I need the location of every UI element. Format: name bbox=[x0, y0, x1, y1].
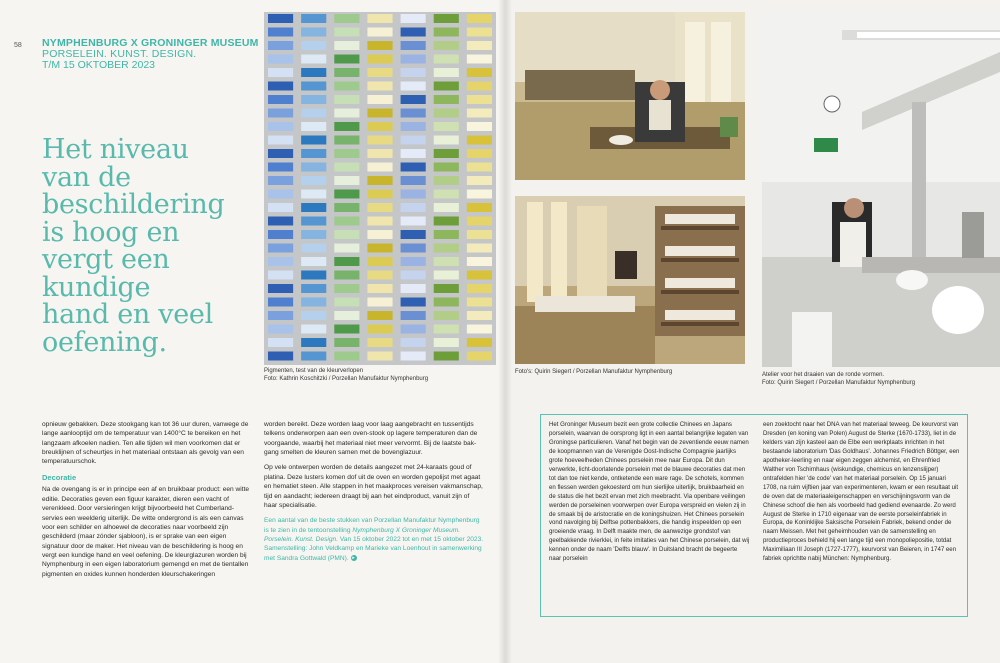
pigment-swatch bbox=[334, 325, 359, 334]
pigment-swatch bbox=[268, 14, 293, 23]
pigment-swatch bbox=[467, 14, 492, 23]
caption-credit: Foto: Kathrin Koschitzki / Porzellan Manufaktur Nymphenburg bbox=[264, 375, 429, 382]
pigment-swatch bbox=[334, 163, 359, 172]
pigment-swatch bbox=[401, 298, 426, 307]
pigment-swatch bbox=[434, 163, 459, 172]
pigments-caption bbox=[264, 368, 496, 383]
body-column-1 bbox=[42, 420, 252, 585]
pigment-swatch bbox=[301, 271, 326, 280]
masthead-title: NYMPHENBURG X GRONINGER MUSEUM bbox=[42, 37, 259, 49]
pigment-swatch bbox=[268, 41, 293, 50]
history-infobox bbox=[540, 414, 968, 617]
studio-photo bbox=[515, 196, 745, 364]
pigment-swatch bbox=[334, 311, 359, 320]
pigment-swatch bbox=[434, 284, 459, 293]
pigment-swatch bbox=[334, 136, 359, 145]
pigment-swatch bbox=[401, 55, 426, 64]
pigment-swatch bbox=[467, 352, 492, 361]
pullquote-line: vergt een bbox=[42, 244, 170, 276]
pigment-swatch bbox=[334, 271, 359, 280]
pigment-swatch bbox=[268, 190, 293, 199]
pigment-swatch bbox=[467, 311, 492, 320]
pigment-swatch bbox=[467, 257, 492, 266]
pigment-swatch bbox=[268, 298, 293, 307]
pigment-swatch bbox=[401, 325, 426, 334]
pigment-swatch bbox=[301, 136, 326, 145]
pigment-swatch bbox=[401, 122, 426, 131]
pigment-swatch bbox=[301, 284, 326, 293]
pigment-swatch bbox=[434, 176, 459, 185]
pigment-swatch bbox=[434, 55, 459, 64]
pigment-swatch bbox=[334, 95, 359, 104]
note-text: Een aantal van de beste stukken van Porzellan Manufaktur Nymphenburg is te zien in de tentoonstelling bbox=[264, 517, 480, 534]
pigment-swatch bbox=[367, 136, 392, 145]
pigment-swatch bbox=[268, 122, 293, 131]
pigment-swatch bbox=[301, 190, 326, 199]
pigment-swatch bbox=[367, 271, 392, 280]
pigment-swatch bbox=[467, 82, 492, 91]
pigment-swatch bbox=[434, 352, 459, 361]
pigment-swatch bbox=[401, 203, 426, 212]
pigment-swatch bbox=[401, 163, 426, 172]
studio-shelves-image bbox=[515, 196, 745, 364]
pigment-swatch bbox=[268, 338, 293, 347]
pigment-swatch bbox=[467, 28, 492, 37]
pigment-swatch bbox=[467, 95, 492, 104]
pigment-swatch bbox=[401, 311, 426, 320]
atelier-turning-image bbox=[762, 12, 1000, 367]
pigment-swatch bbox=[268, 136, 293, 145]
pigment-swatch bbox=[367, 190, 392, 199]
pigment-swatch bbox=[334, 109, 359, 118]
pigment-swatch bbox=[301, 203, 326, 212]
pigment-swatch bbox=[301, 109, 326, 118]
pigment-swatch bbox=[268, 325, 293, 334]
pigment-swatch bbox=[367, 298, 392, 307]
pigment-swatch bbox=[268, 28, 293, 37]
pigment-swatch bbox=[268, 284, 293, 293]
pigment-swatch bbox=[434, 109, 459, 118]
pullquote-line: Het niveau bbox=[42, 134, 189, 165]
pigment-swatch bbox=[467, 122, 492, 131]
masthead bbox=[42, 38, 259, 71]
pigment-swatch bbox=[334, 28, 359, 37]
pigment-swatch bbox=[401, 190, 426, 199]
photos-caption: Foto's: Quirin Siegert / Porzellan Manufaktur Nymphenburg bbox=[515, 369, 673, 375]
pigment-swatch bbox=[367, 14, 392, 23]
pullquote-line: kundige bbox=[42, 271, 151, 303]
pigment-swatch bbox=[401, 217, 426, 226]
paragraph: opnieuw gebakken. Deze stookgang kan tot 36 uur duren, vanwege de lange aanlooptijd om de temperatuur van 1400°C te bereiken en het langzaam afkoelen nadien. Ten alle tijden wil men voorkomen dat er breuklijnen of scheurtjes in het materiaal ontstaan als gevolg van een temperatuurschok. bbox=[42, 421, 249, 466]
pigment-swatch bbox=[467, 149, 492, 158]
pigment-swatch bbox=[301, 352, 326, 361]
pigment-swatch bbox=[434, 136, 459, 145]
pigment-swatch bbox=[334, 257, 359, 266]
pigment-swatch bbox=[367, 95, 392, 104]
pigment-swatch bbox=[268, 68, 293, 77]
pigment-swatch bbox=[367, 149, 392, 158]
pigment-swatch bbox=[334, 352, 359, 361]
pigment-swatch bbox=[268, 217, 293, 226]
pigment-swatch bbox=[334, 149, 359, 158]
pigment-swatch bbox=[367, 41, 392, 50]
section-heading: Decoratie bbox=[42, 472, 77, 482]
pigment-swatch bbox=[467, 176, 492, 185]
caption-line: Atelier voor het draaien van de ronde vormen. bbox=[762, 372, 885, 378]
pigment-swatch bbox=[268, 352, 293, 361]
pigment-swatch bbox=[268, 163, 293, 172]
pigment-swatch bbox=[268, 82, 293, 91]
pigment-swatch bbox=[301, 14, 326, 23]
pigment-swatch bbox=[434, 257, 459, 266]
pigment-swatch bbox=[334, 244, 359, 253]
body-column-2 bbox=[264, 420, 484, 569]
paragraph: Op vele ontwerpen worden de details aangezet met 24-karaats goud of platina. Deze lusters komen dof uit de oven en worden gepolijst met agaat en hematiet steen. Alle stappen in het maakproces vereisen vakmanschap, tijd en aandacht; iedereen draagt bij aan het eindproduct, vanuit zijn of haar specialisatie. bbox=[264, 464, 483, 509]
pigment-swatch bbox=[268, 109, 293, 118]
pigment-swatch bbox=[268, 203, 293, 212]
pigment-swatch bbox=[334, 284, 359, 293]
pigment-swatch bbox=[401, 230, 426, 239]
pigment-swatch bbox=[434, 68, 459, 77]
pigment-swatch bbox=[434, 217, 459, 226]
pigment-swatch bbox=[334, 190, 359, 199]
pigment-swatch bbox=[301, 95, 326, 104]
pigment-swatch bbox=[367, 122, 392, 131]
pigment-swatch bbox=[401, 136, 426, 145]
pigment-swatch bbox=[334, 338, 359, 347]
pigment-swatch bbox=[401, 352, 426, 361]
arrow-circle-icon: ▸ bbox=[352, 554, 355, 561]
pigment-swatch bbox=[301, 325, 326, 334]
workshop-painter-image bbox=[515, 12, 745, 180]
pigments-photo bbox=[264, 12, 496, 365]
pigment-swatch bbox=[434, 28, 459, 37]
pigment-swatch bbox=[367, 257, 392, 266]
pigment-swatch bbox=[401, 41, 426, 50]
pigment-swatch bbox=[467, 284, 492, 293]
pigment-swatch bbox=[334, 230, 359, 239]
pigment-swatch bbox=[268, 257, 293, 266]
pigment-swatch bbox=[301, 311, 326, 320]
pigment-swatch bbox=[434, 271, 459, 280]
pullquote-line: van de bbox=[42, 161, 131, 193]
pigment-swatch bbox=[467, 163, 492, 172]
pigment-swatch bbox=[467, 244, 492, 253]
pigment-swatch bbox=[467, 68, 492, 77]
pigment-swatch bbox=[434, 149, 459, 158]
pigment-swatch bbox=[367, 68, 392, 77]
pigment-swatch bbox=[301, 149, 326, 158]
pigment-swatch bbox=[301, 28, 326, 37]
pigment-swatch bbox=[467, 298, 492, 307]
exhibition-note bbox=[264, 516, 484, 563]
pigment-swatch bbox=[367, 28, 392, 37]
paragraph: worden bereikt. Deze worden laag voor laag aangebracht en tussentijds telkens onderworpen aan een oven-stook op lagere temperaturen dan de voorgaande, waarbij het materiaal niet meer vervormt. Bij de laatste bak-gang smelten de kleuren samen met de bovenglazuur. bbox=[264, 421, 478, 457]
pigment-swatch bbox=[268, 271, 293, 280]
masthead-subtitle: PORSELEIN. KUNST. DESIGN. bbox=[42, 48, 197, 61]
pigment-swatches-image bbox=[264, 12, 496, 365]
pigment-swatch bbox=[434, 95, 459, 104]
pigment-swatch bbox=[334, 122, 359, 131]
pigment-swatch bbox=[467, 55, 492, 64]
pigment-swatch bbox=[401, 68, 426, 77]
pigment-swatch bbox=[334, 298, 359, 307]
pigment-swatch bbox=[467, 338, 492, 347]
pigment-swatch bbox=[334, 68, 359, 77]
infobox-column-2: een zoektocht naar het DNA van het materiaal teweeg. De keurvorst van Dresden (en koning van Polen) August de Sterke (1670-1733), liet in de kelders van zijn kasteel aan de Elbe een werkplaats inrichten in het bestaande laboratorium 'Das Goldhaus'. Johannes Friedrich Böttger, een apotheker-leerling en naar eigen zeggen alchemist, en Ehrenfried Walther von Tschirnhaus (wiskundige, chemicus en lenzenslijper) ontrafelden hier 'de code' van het materiaal porselein. Op 15 januari 1708, na ruim vijftien jaar van experimenteren, kwam er een resultaat uit de oven dat de materiaaleigenschappen en verschijningsvorm van de Chinese schoof die hen als voorbeeld had gediend evenaarde. Zo werd August de Sterke in 1710 eigenaar van de eerste porseleinfabriek in Europa, de Koninklijke Saksische Porselein Fabriek, bekend onder de naam Meissen. Met het geheimhouden van de samenstelling en productieproces behield hij een lange tijd een monopoliepositie, totdat Maximiliaan III Joseph (1727-1777), keurvorst van Beieren, in 1747 een fabriek oprichtte nabij München: Nymphenburg. bbox=[763, 421, 960, 563]
pigment-swatch bbox=[334, 55, 359, 64]
atelier-caption bbox=[762, 372, 1000, 387]
pigment-swatch bbox=[401, 244, 426, 253]
pigment-swatch bbox=[367, 352, 392, 361]
pigment-swatch bbox=[367, 82, 392, 91]
pullquote-line: beschildering bbox=[42, 189, 225, 221]
pullquote-line: is hoog en bbox=[42, 216, 180, 248]
pigment-swatch bbox=[467, 230, 492, 239]
pigment-swatch bbox=[434, 338, 459, 347]
pigment-swatch bbox=[467, 109, 492, 118]
pigment-swatch bbox=[401, 14, 426, 23]
pigment-swatch bbox=[434, 190, 459, 199]
pigment-swatch bbox=[268, 176, 293, 185]
pigment-swatch bbox=[401, 338, 426, 347]
pigment-swatch bbox=[367, 284, 392, 293]
pigment-swatch bbox=[367, 163, 392, 172]
pigment-swatch bbox=[367, 176, 392, 185]
pigment-swatch bbox=[301, 298, 326, 307]
pigment-swatch bbox=[467, 136, 492, 145]
pigment-swatch bbox=[301, 244, 326, 253]
pigment-swatch bbox=[367, 325, 392, 334]
pigment-swatch bbox=[434, 41, 459, 50]
pigment-swatch bbox=[434, 325, 459, 334]
spine-shadow bbox=[498, 0, 512, 663]
page-number: 58 bbox=[14, 42, 22, 49]
pigment-swatch bbox=[334, 203, 359, 212]
pigment-swatch bbox=[268, 230, 293, 239]
pigment-swatch bbox=[434, 230, 459, 239]
pigment-swatch bbox=[301, 68, 326, 77]
pigment-swatch bbox=[367, 217, 392, 226]
caption-line: Pigmenten, test van de kleurverlopen bbox=[264, 368, 364, 374]
pigment-swatch bbox=[334, 41, 359, 50]
pigment-swatch bbox=[401, 149, 426, 158]
pigment-swatch bbox=[401, 28, 426, 37]
pigment-swatch bbox=[401, 95, 426, 104]
pigment-swatch bbox=[367, 203, 392, 212]
pigment-swatch bbox=[268, 149, 293, 158]
atelier-photo bbox=[762, 12, 1000, 367]
pigment-swatch bbox=[367, 230, 392, 239]
pigment-swatch bbox=[301, 257, 326, 266]
pigment-swatch bbox=[401, 109, 426, 118]
paragraph: Na de ovengang is er in principe een af en bruikbaar product: een witte editie. Decoraties geven een figuur karakter, dieren een vacht of verenkleed. Door versieringen krijgt bijvoorbeeld het Cumberland-servies een weelderig uiterlijk. De witte ondergrond is als een canvas voor een schilder en alhoewel de decoraties naar voorbeeld zijn geschilderd (maar zónder sjabloon), is er sprake van een eigen signatuur door de maker. Het niveau van de beschildering is hoog en vergt een kundige hand en veel oefening. De kleurglazuren worden bij Nymphenburg in een eigen laboratorium gemengd en met de tientallen pigmenten en oxides kunnen honderden kleurschakeringen bbox=[42, 486, 250, 578]
pigment-swatch bbox=[401, 82, 426, 91]
infobox-column-1: Het Groninger Museum bezit een grote collectie Chinees en Japans porselein, waarvan de oorsprong ligt in een aantal belangrijke legaten van Groningse particulieren. Vanaf het begin van de zeventiende eeuw namen de koopmannen van de Verenigde Oost-Indische Compagnie jaarlijks grote hoeveelheden Chinees porselein mee naar Europa. Dit dun verwerkte, licht-doorlatende porselein met de blauwe decoraties dat men tot dan toe niet kende, ontketende een ware rage. De schotels, kommen en flessen werden gekoesterd om hun sierlijke uiterlijk, bruikbaarheid en de status die het bezit ervan met zich meebracht. Via openbare veilingen werden de porseleinen voorwerpen over Europa verspreid en vielen zij in de smaak bij de aristocratie en de koningshuizen. Het Chinees porselein vond navolging bij Delftse pottenbakkers, die handig inspeelden op een groeiende vraag. In Delft maakte men, de aanwezige grondstof van geelbakkende rivierklei, in feite imitaties van het Chinese porselein, dat wij kennen onder de naam 'Delfts blauw'. In Duitsland bracht de begeerte naar porselein bbox=[549, 421, 750, 563]
pigment-swatch bbox=[301, 176, 326, 185]
pigment-swatch bbox=[301, 122, 326, 131]
pigment-swatch bbox=[467, 325, 492, 334]
pigment-swatch bbox=[401, 257, 426, 266]
pigment-swatch bbox=[401, 176, 426, 185]
pigment-swatch bbox=[334, 14, 359, 23]
pigment-swatch bbox=[301, 55, 326, 64]
pigment-swatch bbox=[334, 176, 359, 185]
pigment-swatch bbox=[367, 244, 392, 253]
pigment-swatch bbox=[301, 230, 326, 239]
masthead-date: T/M 15 OKTOBER 2023 bbox=[42, 59, 156, 72]
pigment-swatch bbox=[268, 55, 293, 64]
pigment-swatch bbox=[401, 284, 426, 293]
pigment-swatch bbox=[301, 217, 326, 226]
caption-credit: Foto: Quirin Siegert / Porzellan Manufaktur Nymphenburg bbox=[762, 379, 916, 386]
pigment-swatch bbox=[467, 271, 492, 280]
pigment-swatch bbox=[434, 82, 459, 91]
pigment-swatch bbox=[301, 163, 326, 172]
pigment-swatch bbox=[268, 244, 293, 253]
pigment-swatch bbox=[367, 109, 392, 118]
pigment-swatch bbox=[367, 338, 392, 347]
pigment-swatch bbox=[434, 244, 459, 253]
pigment-swatch bbox=[301, 41, 326, 50]
painting-workshop-photo bbox=[515, 12, 745, 180]
note-emphasis: Nymphenburg X Groninger Museum. Porselein. Kunst. Design. bbox=[264, 526, 461, 543]
pullquote-line: hand en veel bbox=[42, 299, 213, 331]
pigment-swatch bbox=[434, 298, 459, 307]
pigment-swatch bbox=[334, 217, 359, 226]
pigment-swatch bbox=[434, 14, 459, 23]
pigment-swatch bbox=[367, 311, 392, 320]
pigment-swatch bbox=[467, 190, 492, 199]
pigment-swatch bbox=[434, 311, 459, 320]
pigment-swatch bbox=[434, 203, 459, 212]
pigment-swatch bbox=[301, 82, 326, 91]
pigment-swatch bbox=[367, 55, 392, 64]
pigment-swatch bbox=[268, 95, 293, 104]
pigment-swatch bbox=[434, 122, 459, 131]
pullquote-line: oefening. bbox=[42, 326, 167, 358]
pigment-swatch bbox=[268, 311, 293, 320]
pigment-swatch bbox=[401, 271, 426, 280]
pullquote bbox=[42, 136, 252, 356]
pigment-swatch bbox=[467, 41, 492, 50]
note-text: Van 15 oktober 2022 tot en met 15 oktober 2023. Samenstelling: John Veldkamp en Marieke van Loenhout in samenwerking met Sandra Gottwald (PMN). bbox=[264, 535, 484, 562]
pigment-swatch bbox=[301, 338, 326, 347]
pigment-swatch bbox=[467, 217, 492, 226]
pigment-swatch bbox=[334, 82, 359, 91]
pigment-swatch bbox=[467, 203, 492, 212]
